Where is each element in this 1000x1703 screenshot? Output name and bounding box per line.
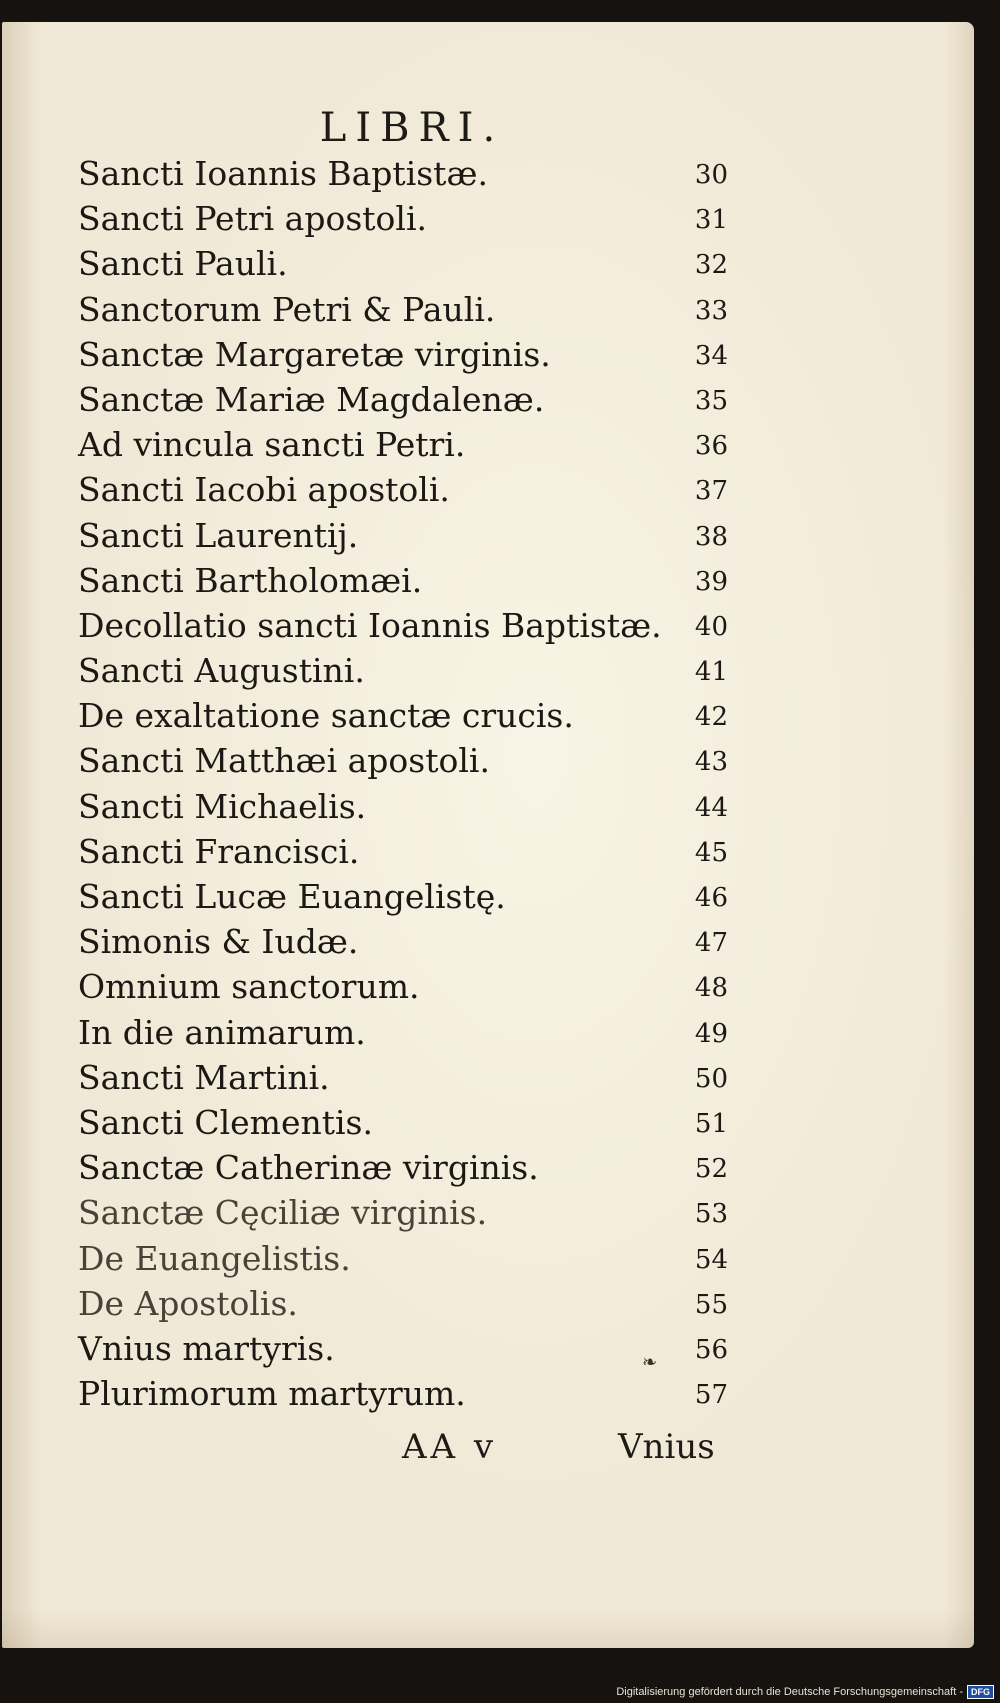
toc-entry-page: 37 (694, 476, 728, 507)
toc-entry-title: Sancti Matthæi apostoli. (78, 741, 490, 781)
toc-entry (78, 1191, 728, 1236)
toc-entry-title: Sanctæ Margaretæ virginis. (78, 334, 551, 374)
toc-entry-page: 57 (694, 1380, 728, 1411)
toc-entry-page: 36 (694, 431, 728, 462)
toc-entry (78, 920, 728, 965)
toc-entry (78, 649, 728, 694)
running-header: LIBRI. (319, 105, 505, 151)
toc-entry-title: Ad vincula sancti Petri. (78, 425, 466, 465)
toc-entry (78, 785, 728, 830)
digitization-credit (616, 1685, 994, 1699)
credit-text: Digitalisierung gefördert durch die Deutsche Forschungsgemeinschaft - (616, 1686, 963, 1698)
toc-entry-title: Sanctæ Catherinæ virginis. (78, 1148, 539, 1188)
toc-entry (78, 1237, 728, 1282)
toc-entry (78, 875, 728, 920)
toc-entry-page: 30 (694, 160, 728, 190)
toc-entry-title: Sanctæ Cęciliæ virginis. (78, 1193, 488, 1233)
toc-entry-title: De exaltatione sanctæ crucis. (78, 696, 574, 736)
toc-entry-title: Sancti Augustini. (78, 651, 365, 691)
toc-entry-page: 49 (694, 1018, 728, 1049)
toc-entry-page: 35 (694, 385, 728, 416)
table-of-contents (78, 152, 728, 1417)
toc-entry-page: 56 (694, 1334, 728, 1365)
toc-entry-page: 44 (694, 792, 728, 823)
toc-entry-title: Sancti Michaelis. (78, 786, 367, 826)
toc-entry (78, 1372, 728, 1417)
toc-entry-title: Sancti Clementis. (78, 1102, 373, 1142)
toc-entry-title: Sancti Martini. (78, 1057, 330, 1097)
toc-entry-page: 55 (694, 1289, 728, 1320)
toc-entry-title: Sancti Petri apostoli. (78, 199, 427, 239)
toc-entry-title: De Euangelistis. (78, 1238, 351, 1278)
toc-entry-page: 52 (694, 1154, 728, 1185)
toc-entry (78, 965, 728, 1010)
toc-entry-title: Sancti Ioannis Baptistæ. (78, 154, 488, 193)
toc-entry (78, 514, 728, 559)
toc-entry-page: 48 (694, 973, 728, 1004)
toc-entry (78, 1327, 728, 1372)
toc-entry-page: 45 (694, 837, 728, 868)
toc-entry-page: 46 (694, 883, 728, 913)
toc-entry-page: 42 (694, 702, 728, 733)
toc-entry (78, 694, 728, 739)
toc-entry-page: 39 (694, 566, 728, 597)
toc-entry-title: Sanctorum Petri & Pauli. (78, 289, 496, 329)
toc-entry-page: 53 (694, 1199, 728, 1230)
toc-entry-page: 31 (694, 205, 728, 236)
toc-entry (78, 559, 728, 604)
catchword: Vnius (618, 1427, 715, 1467)
toc-entry-title: Sanctæ Mariæ Magdalenæ. (78, 379, 545, 419)
toc-entry-title: Decollatio sancti Ioannis Baptistæ. (78, 605, 662, 645)
toc-entry (78, 1011, 728, 1056)
toc-entry-title: Sancti Lucæ Euangelistę. (78, 877, 506, 916)
toc-entry-title: Sancti Pauli. (78, 244, 288, 284)
toc-entry-page: 41 (694, 657, 728, 688)
toc-entry (78, 152, 728, 197)
toc-entry (78, 1101, 728, 1146)
toc-entry-title: Sancti Laurentij. (78, 515, 359, 555)
toc-entry-title: Plurimorum martyrum. (78, 1374, 466, 1414)
toc-entry (78, 830, 728, 875)
toc-entry (78, 1056, 728, 1101)
toc-entry-page: 40 (694, 611, 728, 642)
toc-entry-page: 47 (694, 928, 728, 959)
toc-entry-page: 43 (694, 747, 728, 778)
toc-entry-title: De Apostolis. (78, 1283, 298, 1323)
dfg-logo: DFG (967, 1685, 994, 1699)
toc-entry (78, 378, 728, 423)
toc-entry-page: 51 (694, 1108, 728, 1139)
toc-entry (78, 1282, 728, 1327)
toc-entry-page: 33 (694, 295, 728, 326)
toc-entry-title: Sancti Bartholomæi. (78, 560, 423, 600)
toc-entry-page: 54 (694, 1244, 728, 1275)
toc-entry (78, 423, 728, 468)
book-page (2, 22, 974, 1648)
toc-entry-title: Sancti Iacobi apostoli. (78, 470, 450, 510)
toc-entry (78, 242, 728, 287)
toc-entry-page: 32 (694, 250, 728, 281)
toc-entry (78, 333, 728, 378)
toc-entry (78, 1146, 728, 1191)
toc-entry-title: Omnium sanctorum. (78, 967, 420, 1007)
toc-entry-title: Simonis & Iudæ. (78, 922, 359, 962)
toc-entry (78, 197, 728, 242)
toc-entry-title: Sancti Francisci. (78, 831, 360, 871)
toc-entry-page: 50 (694, 1063, 728, 1094)
toc-entry (78, 468, 728, 513)
toc-entry-page: 34 (694, 340, 728, 371)
signature-mark: AA v (402, 1427, 498, 1467)
ink-mark: ❧ (642, 1352, 658, 1373)
toc-entry (78, 739, 728, 784)
toc-entry (78, 288, 728, 333)
toc-entry-title: Vnius martyris. (78, 1328, 335, 1368)
toc-entry-page: 38 (694, 521, 728, 552)
toc-entry (78, 604, 728, 649)
toc-entry-title: In die animarum. (78, 1012, 366, 1052)
